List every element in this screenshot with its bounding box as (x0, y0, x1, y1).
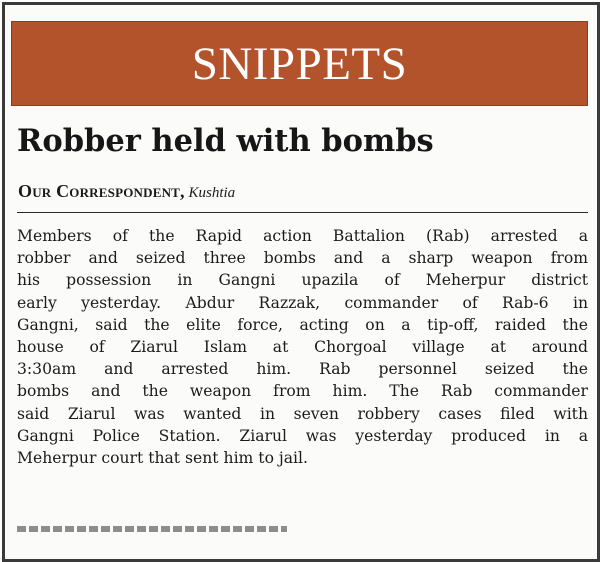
body-line: Gangni Police Station. Ziarul was yesterday produced in a (17, 426, 588, 445)
article-byline (18, 181, 235, 202)
section-banner (11, 21, 588, 106)
article-body (17, 225, 588, 469)
body-line: said Ziarul was wanted in seven robbery cases filed with (17, 404, 588, 423)
byline-author: Our Correspondent, (18, 181, 185, 201)
byline-location: Kushtia (188, 185, 236, 201)
body-line: house of Ziarul Islam at Chorgoal village at around (17, 338, 588, 357)
body-line: Gangni, said the elite force, acting on a tip-off, raided the (17, 315, 588, 334)
body-line: bombs and the weapon from him. The Rab commander (17, 382, 588, 401)
body-line: early yesterday. Abdur Razzak, commander of Rab-6 in (17, 293, 588, 312)
body-line: Members of the Rapid action Battalion (Rab) arrested a (17, 227, 588, 245)
body-line: his possession in Gangni upazila of Meherpur district (17, 271, 588, 290)
body-line: Meherpur court that sent him to jail. (17, 449, 308, 468)
body-line: robber and seized three bombs and a sharp weapon from (17, 249, 588, 268)
section-title: SNIPPETS (191, 38, 408, 90)
body-line: 3:30am and arrested him. Rab personnel seized the (17, 360, 588, 379)
article-headline: Robber held with bombs (17, 123, 434, 159)
byline-divider (17, 212, 588, 213)
next-article-cutoff (17, 524, 317, 532)
